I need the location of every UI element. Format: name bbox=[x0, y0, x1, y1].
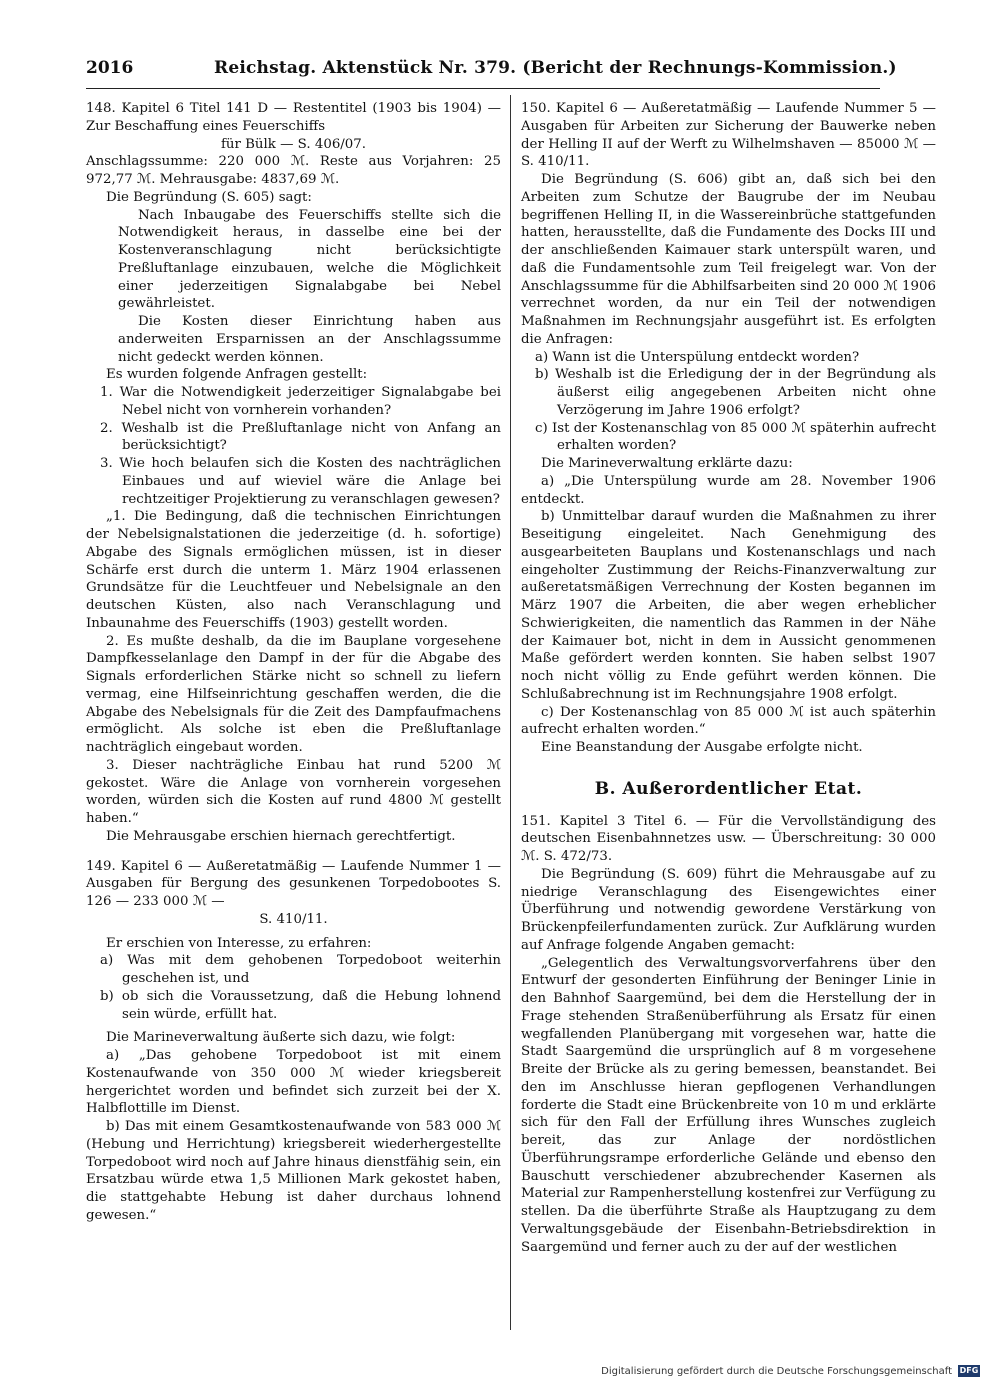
header-rule bbox=[86, 88, 880, 89]
section-149-heading-end: S. 410/11. bbox=[259, 911, 328, 927]
section-150-heading: 150. Kapitel 6 — Außeretatmäßig — Laufende Nummer 5 — Ausgaben für Arbeiten zur Sicherung der Bauwerke neben der Helling II auf der Werft zu Wilhelmshaven — 85000 ℳ — S. 410/11. bbox=[521, 101, 936, 170]
section-148-heading-end: für Bülk — S. 406/07. bbox=[220, 136, 367, 152]
running-title: Reichstag. Aktenstück Nr. 379. (Bericht der Rechnungs-Kommission.) bbox=[214, 58, 897, 78]
section-151-quote: „Gelegentlich des Verwaltungsvorverfahrens über den Entwurf der gesonderten Einführung der Beninger Linie in den Bahnhof Saargemünd, bei dem die Herstellung der in Frage stehenden Straßenüberführung als Ersatz für einen wegfallenden Planübergang mit vorgesehen war, hatte die Stadt Saargemünd die ursprünglich auf 8 m vorgesehene Breite der Brücke als zu gering bemessen, beanstandet. Bei den im Anschlusse hieran gepflogenen Verhandlungen forderte die Stadt eine Brückenbreite von 10 m und erklärte sich für den Fall der Erfüllung ihres Wunsches zugleich bereit, das zur Anlage der nordöstlichen Überführungsrampe erforderliche Gelände und ebenso den Bauschutt verschiedener abzubrechender Kasernen als Material zur Rampenherstellung kostenfrei zur Verfügung zu stellen. Da die überführte Straße als Hauptzugang zu dem Verwaltungsgebäude der Eisenbahn-Betriebsdirektion in Saargemünd und ferner auch zu der auf der westlichen bbox=[521, 955, 936, 1255]
section-149-intro: Er erschien von Interesse, zu erfahren: bbox=[106, 935, 372, 951]
section-148-amounts: Anschlagssumme: 220 000 ℳ. Reste aus Vorjahren: 25 972,77 ℳ. Mehrausgabe: 4837,69 ℳ. bbox=[86, 154, 501, 187]
section-149-question-b: b) ob sich die Voraussetzung, daß die Hebung lohnend sein würde, erfüllt hat. bbox=[100, 988, 501, 1022]
section-149-marine-intro: Die Marineverwaltung äußerte sich dazu, wie folgt: bbox=[106, 1030, 456, 1046]
section-148-question-3: 3. Wie hoch belaufen sich die Kosten des nachträglichen Einbaues und auf wieviel wäre die Anlage bei rechtzeitiger Projektierung zu veranschlagen gewesen? bbox=[100, 456, 501, 507]
page-number: 2016 bbox=[86, 58, 134, 78]
section-148-conclusion: Die Mehrausgabe erschien hiernach gerechtfertigt. bbox=[106, 828, 456, 844]
section-150-marine-intro: Die Marineverwaltung erklärte dazu: bbox=[541, 456, 793, 471]
section-150-question-a: a) Wann ist die Unterspülung entdeckt worden? bbox=[535, 349, 860, 365]
section-150-reply-c: c) Der Kostenanschlag von 85 000 ℳ ist auch späterhin aufrecht erhalten worden.“ bbox=[521, 704, 936, 738]
section-149-question-a: a) Was mit dem gehobenen Torpedoboot weiterhin geschehen ist, und bbox=[100, 953, 501, 986]
section-148-questions-intro: Es wurden folgende Anfragen gestellt: bbox=[106, 367, 368, 383]
section-150-question-b: b) Weshalb ist die Erledigung der in der Begründung als äußerst eilig angegebenen Arbeiten nicht ohne Verzögerung im Jahre 1906 erfolgt? bbox=[535, 367, 936, 418]
left-column bbox=[86, 100, 501, 1225]
section-148-reply-2: 2. Es mußte deshalb, da die im Bauplane vorgesehene Dampfkesselanlage den Dampf in der für die Abgabe des Signals erforderlichen Stärke nicht so schnell zu liefern vermag, eine Hilfseinrichtung geschaffen werden, die die Abgabe des Nebelsignals für die Zeit des Dampfaufmachens ermöglicht. Als solche ist eben die Preßluftanlage nachträglich eingebaut worden. bbox=[86, 633, 501, 755]
section-150-reply-a: a) „Die Unterspülung wurde am 28. November 1906 entdeckt. bbox=[521, 473, 936, 507]
digitization-footer bbox=[601, 1365, 980, 1377]
section-148-begruendung: Die Begründung (S. 605) sagt: bbox=[106, 189, 312, 205]
page-header bbox=[86, 58, 897, 84]
section-b-heading: B. Außerordentlicher Etat. bbox=[594, 778, 863, 799]
section-148-reply-1: „1. Die Bedingung, daß die technischen Einrichtungen der Nebelsignalstationen die jederzeitige (d. h. sofortige) Abgabe des Signals ermöglichen müssen, ist in dieser Schärfe erst durch die unterm 1. März 1904 erlassenen Grundsätze für die Leuchtfeuer und Nebelsignale an den deutschen Küsten, also nach Veranschlagung und Inbaunahme des Feuerschiffs (1903) gestellt worden. bbox=[86, 509, 501, 631]
section-149-reply-b: b) Das mit einem Gesamtkostenaufwande von 583 000 ℳ (Hebung und Herrichtung) kriegsbereit wiederhergestellte Torpedoboot wird noch auf Jahre hinaus dienstfähig sein, ein Ersatzbau würde etwa 1,5 Millionen Mark gekostet haben, die stattgehabte Hebung ist daher durchaus lohnend gewesen.“ bbox=[86, 1119, 501, 1223]
section-151-heading: 151. Kapitel 3 Titel 6. — Für die Vervollständigung des deutschen Eisenbahnnetzes usw. — Überschreitung: 30 000 ℳ. S. 472/73. bbox=[521, 813, 936, 864]
section-150-reply-b: b) Unmittelbar darauf wurden die Maßnahmen zu ihrer Beseitigung eingeleitet. Nach Genehmigung des ausgearbeiteten Bauplans und Kostenanschlags und nach eingeholter Zustimmung der Reichs-Finanzverwaltung zur außeretatsmäßigen Verrechnung der Kosten begannen im März 1907 die Arbeiten, die aber wegen erheblicher Schwierigkeiten, die namentlich das Rammen in der Nähe der Kaimauer bot, nicht in dem in Aussicht genommenen Maße gefördert werden konnten. Sie haben selbst 1907 noch nicht völlig zu Ende geführt werden können. Die Schlußabrechnung ist im Rechnungsjahre 1908 erfolgt. bbox=[521, 509, 936, 702]
right-column bbox=[521, 100, 936, 1256]
section-148-quote-1: Nach Inbaugabe des Feuerschiffs stellte sich die Notwendigkeit heraus, in dasselbe eine bei der Kostenveranschlagung nicht berücksichtigte Preßluftanlage einzubauen, welche die Möglichkeit einer jederzeitigen Signalabgabe bei Nebel gewährleistet. bbox=[118, 207, 501, 312]
section-148-quote-2: Die Kosten dieser Einrichtung haben aus anderweiten Ersparnissen an der Anschlagssumme nicht gedeckt werden können. bbox=[118, 314, 501, 365]
section-148-question-2: 2. Weshalb ist die Preßluftanlage nicht von Anfang an berücksichtigt? bbox=[100, 420, 501, 454]
section-149-heading: 149. Kapitel 6 — Außeretatmäßig — Laufende Nummer 1 — Ausgaben für Bergung des gesunkenen Torpedobootes S. 126 — 233 000 ℳ — bbox=[86, 858, 501, 909]
column-divider bbox=[510, 95, 511, 1330]
section-148-heading: 148. Kapitel 6 Titel 141 D — Restentitel (1903 bis 1904) — Zur Beschaffung eines Feuerschiffs bbox=[86, 101, 501, 134]
section-150-begruendung: Die Begründung (S. 606) gibt an, daß sich bei den Arbeiten zum Schutze der Baugrube der im Neubau begriffenen Helling II, in die Wassereinbrüche stattgefunden hatten, herausstellte, daß die Fundamente des Docks III und der anschließenden Kaimauer stark unterspült waren, und daß die Fundamentsohle zum Teil freigelegt war. Von der Anschlagssumme für die Abhilfsarbeiten sind 20 000 ℳ 1906 verrechnet worden, da nur ein Teil der notwendigen Maßnahmen im Rechnungsjahr ausgeführt ist. Es erfolgten die Anfragen: bbox=[521, 172, 936, 347]
section-148-question-1: 1. War die Notwendigkeit jederzeitiger Signalabgabe bei Nebel nicht von vornherein vorhanden? bbox=[100, 385, 501, 418]
section-149-reply-a: a) „Das gehobene Torpedoboot ist mit einem Kostenaufwande von 350 000 ℳ wieder kriegsbereit hergerichtet worden und befindet sich zurzeit bei der X. Halbflottille im Dienst. bbox=[86, 1048, 501, 1117]
section-151-begruendung: Die Begründung (S. 609) führt die Mehrausgabe auf zu niedrige Veranschlagung des Eisengewichtes einer Überführung und notwendig gewordene Verstärkung von Brückenpfeilerfundamenten zurück. Zur Aufklärung wurden auf Anfrage folgende Angaben gemacht: bbox=[521, 866, 936, 953]
footer-credit: Digitalisierung gefördert durch die Deutsche Forschungsgemeinschaft bbox=[601, 1365, 952, 1377]
section-150-question-c: c) Ist der Kostenanschlag von 85 000 ℳ späterhin aufrecht erhalten worden? bbox=[535, 420, 936, 454]
section-148-reply-3: 3. Dieser nachträgliche Einbau hat rund 5200 ℳ gekostet. Wäre die Anlage von vornherein vorgesehen worden, würden sich die Kosten auf rund 4800 ℳ gestellt haben.“ bbox=[86, 757, 501, 826]
section-150-conclusion: Eine Beanstandung der Ausgabe erfolgte nicht. bbox=[541, 740, 863, 755]
dfg-logo-icon: DFG bbox=[959, 1366, 979, 1375]
